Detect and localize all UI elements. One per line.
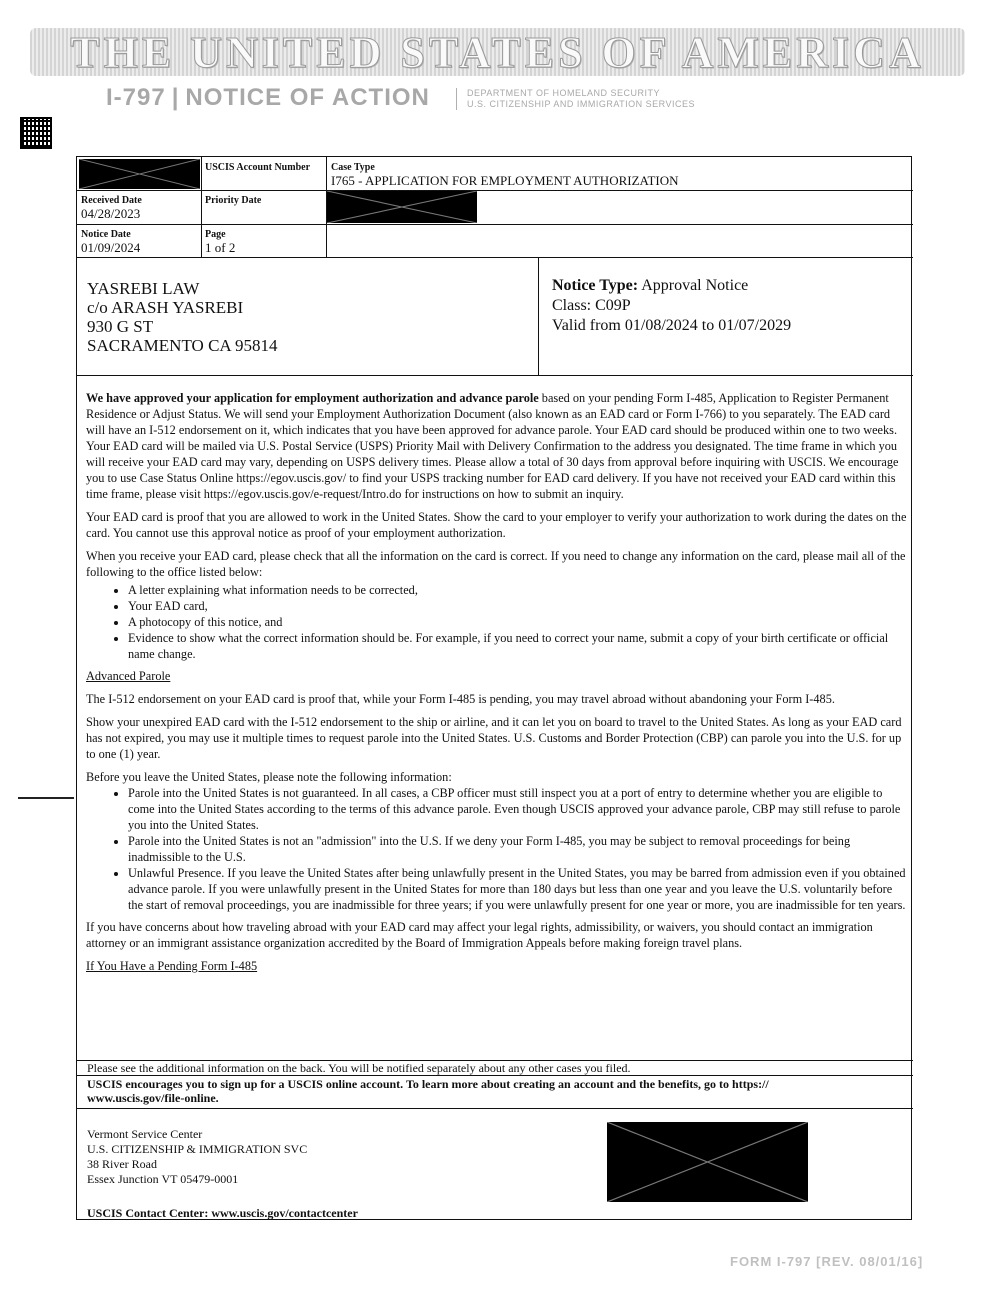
travel-info-list [86,785,908,913]
agency-name: U.S. CITIZENSHIP & IMMIGRATION SVC [87,1142,308,1156]
list-item: • Evidence to show what the correct information should be. For example, if you need to correct your name, submit a copy of your birth certificate or official name change. [128,630,908,662]
grid-line [77,375,913,376]
margin-mark [18,797,74,799]
account-number-field [205,162,310,173]
list-item: • A letter explaining what information needs to be corrected, [128,582,908,598]
paragraph-before-leave: Before you leave the United States, please note the following information: [86,770,452,784]
service-center-city: Essex Junction VT 05479-0001 [87,1172,239,1186]
online-account-line-2: www.uscis.gov/file-online. [87,1091,219,1105]
grid-line [201,157,202,257]
form-title: I-797 | NOTICE OF ACTION [106,84,430,111]
notice-date-field [81,229,140,255]
received-date-value: 04/28/2023 [81,206,141,221]
department-line-1: DEPARTMENT OF HOMELAND SECURITY [467,88,661,98]
page-value: 1 of 2 [205,240,236,255]
notice-type [552,276,791,296]
notice-body [86,390,908,981]
approval-text: based on your pending Form I-485, Application to Register Permanent Residence or Adjust Status. We will send your Employment Authorization Document (also known as an EAD card or Form I-766) to you separately. The EAD card will have an I-512 endorsement on it, which indicates that you have been approved for advance parole. Your EAD card should be produced within one to two weeks. Your EAD card will be mailed via U.S. Postal Service (USPS) Priority Mail with Delivery Confirmation to the address you designated. The time frame in which you will receive your EAD card may vary, depending on USPS delivery times. Please allow a total of 30 days from approval before inquiring with USCIS. We encourage you to use Case Status Online https://egov.uscis.gov/ to find your USPS tracking number for EAD card delivery. If you have not received your EAD card within this time frame, please visit https://egov.uscis.gov/e-request/Intro.do for instructions on how to submit an inquiry. [86,391,899,501]
list-item: • A photocopy of this notice, and [128,614,908,630]
redacted-block [327,191,477,223]
received-date-field [81,195,142,221]
priority-date-field [205,195,261,206]
department-label [456,88,695,110]
paragraph-show-ead: Show your unexpired EAD card with the I-512 endorsement to the ship or airline, and it can let you on board to travel to the United States. As long as your EAD card has not expired, you may use it multiple times to request parole into the United States. U.S. Customs and Border Protection (CBP) can parole you into the U.S. for up to one (1) year. [86,715,902,761]
service-center-name: Vermont Service Center [87,1127,203,1141]
grid-line [77,224,913,225]
notice-date-label: Notice Date [81,229,131,240]
address-line-3: 930 G ST [87,317,154,336]
form-code: I-797 [106,84,166,111]
barcode-icon [20,117,52,149]
list-item: • Parole into the United States is not guaranteed. In all cases, a CBP officer must still inspect you at a port of entry to determine whether you are eligible to come into the United States according to the terms of this advance parole. Even though USCIS approved your advance parole, CBP may still refuse to parole you into the United States. [128,785,908,833]
notice-date-value: 01/09/2024 [81,240,141,255]
paragraph-concerns: If you have concerns about how traveling abroad with your EAD card may affect your legal rights, admissibility, or waivers, you should contact an immigration attorney or an immigrant assistance organization accredited by the Board of Immigration Appeals before making foreign travel plans. [86,920,873,950]
list-item: • Your EAD card, [128,598,908,614]
priority-date-label: Priority Date [205,195,262,206]
grid-line [77,190,913,191]
online-account-note [87,1077,907,1105]
page-field [205,229,235,255]
mailing-address [87,279,278,355]
service-center-street: 38 River Road [87,1157,157,1171]
correction-list [86,582,908,662]
account-number-label: USCIS Account Number [205,162,311,173]
service-center-address [87,1127,307,1187]
case-type-field [331,162,679,188]
notice-type-label: Notice Type: [552,277,639,294]
paragraph-check-card: When you receive your EAD card, please check that all the information on the card is correct. If you need to change any information on the card, please mail all of the following to the office listed below: [86,549,906,579]
header-banner [30,28,965,76]
redacted-block [79,159,200,189]
paragraph-i512: The I-512 endorsement on your EAD card is proof that, while your Form I-485 is pending, you may travel abroad without abandoning your Form I-485. [86,692,835,706]
department-line-2: U.S. CITIZENSHIP AND IMMIGRATION SERVICES [467,99,696,109]
grid-line [77,1108,913,1109]
list-item: • Parole into the United States is not an "admission" into the U.S. If we deny your Form I-485, you may be subject to removal proceedings for being inadmissible to the U.S. [128,833,908,865]
online-account-line-1: USCIS encourages you to sign up for a USCIS online account. To learn more about creating an account and the benefits, go to https:// [87,1077,769,1091]
paragraph-approval [86,390,908,502]
redacted-block [607,1122,808,1202]
page-label: Page [205,229,226,240]
received-date-label: Received Date [81,195,142,206]
address-line-2: c/o ARASH YASREBI [87,298,244,317]
paragraph-ead-proof: Your EAD card is proof that you are allowed to work in the United States. Show the card to your employer to verify your authorization to work during the dates on the card. You cannot use this approval notice as proof of your employment authorization. [86,510,907,540]
heading-pending-i485: If You Have a Pending Form I-485 [86,959,258,973]
case-type-label: Case Type [331,162,375,173]
grid-line [77,1075,913,1076]
case-type-value: I765 - APPLICATION FOR EMPLOYMENT AUTHORIZATION [331,173,679,188]
contact-center: USCIS Contact Center: www.uscis.gov/contactcenter [87,1206,358,1220]
address-line-1: YASREBI LAW [87,279,200,298]
notice-type-value: Approval Notice [641,277,749,294]
grid-line [538,257,539,375]
list-item: • Unlawful Presence. If you leave the United States after being unlawfully present in the United States, you may be barred from admission even if you obtained advance parole. If you were unlawfully present in the United States for more than 180 days but less than one year and you leave the U.S. voluntarily before the start of removal proceedings, you are inadmissible for three years; if you were unlawfully present for one year or more, you are inadmissible for ten years. [128,865,908,913]
banner-title: THE UNITED STATES OF AMERICA [70,27,925,77]
approval-lead: We have approved your application for employment authorization and advance parole [86,391,539,405]
additional-info-note: Please see the additional information on the back. You will be notified separately about any other cases you filed. [87,1061,631,1075]
notice-validity: Valid from 01/08/2024 to 01/07/2029 [552,317,792,334]
notice-info [552,276,791,336]
grid-line [77,257,913,258]
form-revision: FORM I-797 [REV. 08/01/16] [730,1254,924,1269]
form-name: NOTICE OF ACTION [185,84,430,111]
heading-advanced-parole: Advanced Parole [86,669,171,683]
address-line-4: SACRAMENTO CA 95814 [87,336,278,355]
notice-class: Class: C09P [552,297,631,314]
